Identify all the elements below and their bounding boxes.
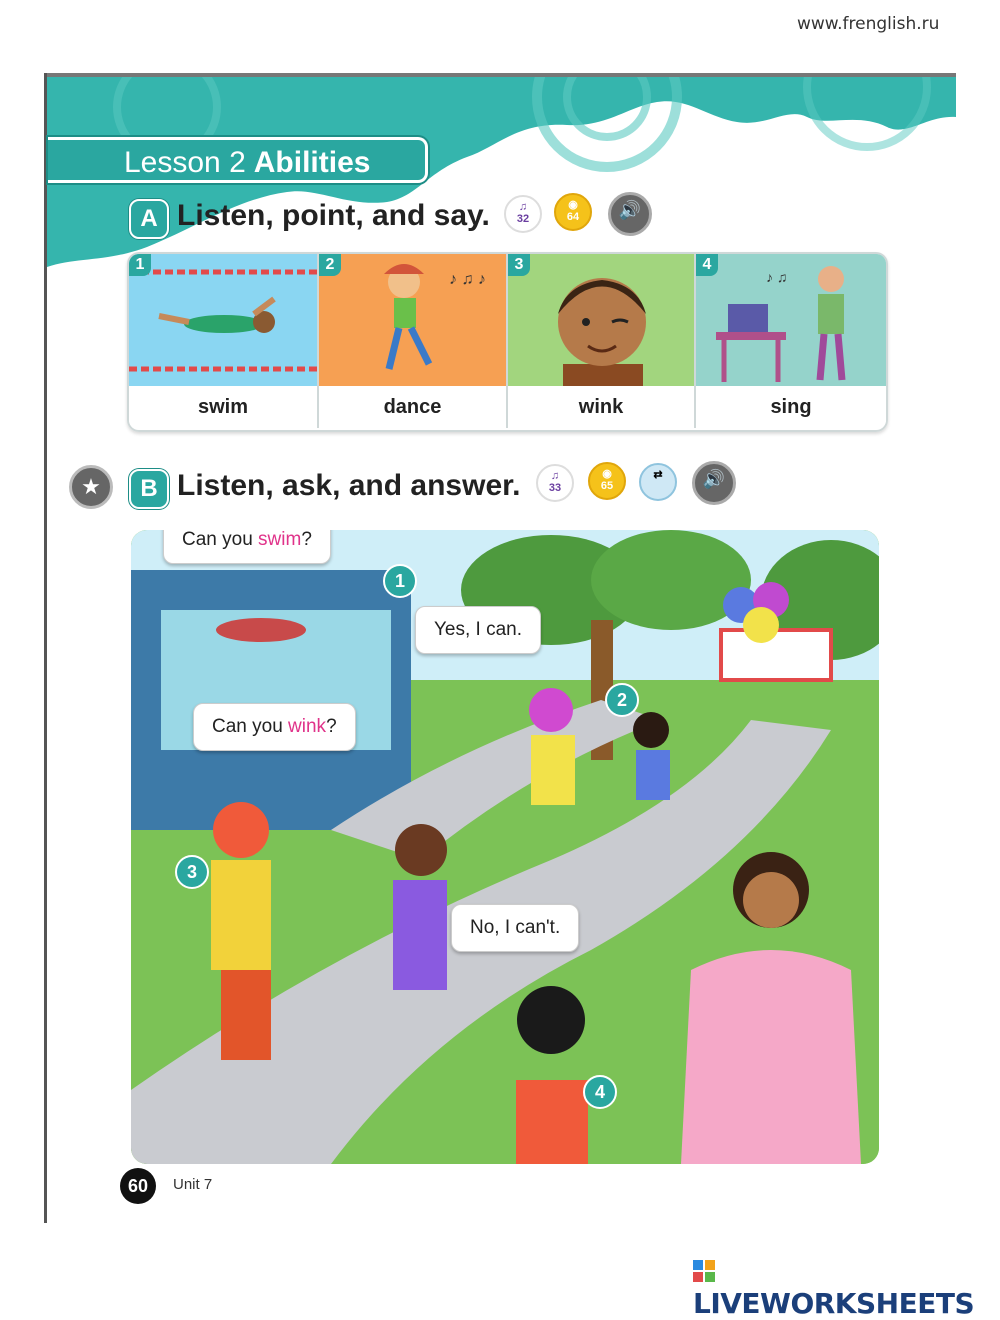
speech-bubble-a1: Yes, I can. — [415, 606, 541, 654]
liveworksheets-mark-icon — [693, 1260, 715, 1282]
star-icon[interactable]: ★ — [69, 465, 113, 509]
bubble-text: ? — [326, 716, 337, 737]
site-url[interactable]: www.frenglish.ru — [797, 14, 940, 34]
unit-label: Unit 7 — [173, 1176, 213, 1193]
card-label: swim — [197, 396, 249, 418]
page-frame-top — [44, 73, 956, 77]
section-b-title: Listen, ask, and answer. — [177, 469, 521, 502]
bubble-text: Can you — [212, 716, 289, 737]
lesson-title-tab — [48, 137, 428, 183]
scene-number-1: 1 — [383, 564, 417, 598]
scene-number-3: 3 — [175, 855, 209, 889]
speech-bubble-q1 — [163, 530, 331, 564]
chat-icon[interactable]: ⇄ — [639, 463, 677, 501]
audio-cd-icon[interactable]: ◉ 64 — [554, 193, 592, 231]
page-number: 60 — [120, 1168, 156, 1204]
bubble-text: Can you — [182, 530, 259, 550]
card-label: sing — [770, 396, 812, 418]
lesson-title: Abilities — [253, 146, 371, 179]
card-number: 4 — [696, 254, 718, 276]
lesson-prefix: Lesson 2 — [124, 146, 246, 179]
audio-cd-icon[interactable]: ◉ 65 — [588, 462, 626, 500]
logo-text: LIVEWORKSHEETS — [693, 1287, 975, 1320]
scene-number-4: 4 — [583, 1075, 617, 1109]
scene-number-2: 2 — [605, 683, 639, 717]
section-b-badge: B — [129, 469, 169, 509]
sing-image — [696, 254, 886, 386]
section-a-title: Listen, point, and say. — [177, 199, 490, 232]
svg-text:♪ ♫ ♪: ♪ ♫ ♪ — [449, 271, 486, 288]
swim-image — [129, 254, 317, 386]
card-dance[interactable] — [319, 254, 508, 428]
page-frame-left — [44, 73, 47, 1223]
bubble-text: ? — [301, 530, 312, 550]
audio-track-icon[interactable]: ♫ 33 — [536, 464, 574, 502]
card-sing[interactable] — [696, 254, 886, 428]
park-scene — [131, 530, 879, 1164]
section-a-badge: A — [129, 199, 169, 239]
svg-text:♪ ♫: ♪ ♫ — [766, 269, 788, 285]
liveworksheets-logo[interactable] — [693, 1254, 1000, 1320]
bubble-highlight: wink — [288, 716, 327, 737]
card-wink[interactable] — [508, 254, 696, 428]
audio-track-icon[interactable]: ♫ 32 — [504, 195, 542, 233]
speech-bubble-a2: No, I can't. — [451, 904, 579, 952]
speech-bubble-q2 — [193, 703, 356, 751]
speaker-icon[interactable]: 🔊 — [608, 192, 652, 236]
bubble-highlight: swim — [258, 530, 302, 550]
vocabulary-cards — [127, 252, 888, 432]
card-swim[interactable] — [129, 254, 319, 428]
wink-image — [508, 254, 694, 386]
card-label: wink — [578, 396, 624, 418]
card-number: 1 — [129, 254, 151, 276]
dance-image — [319, 254, 506, 386]
card-number: 2 — [319, 254, 341, 276]
card-label: dance — [383, 396, 442, 418]
card-number: 3 — [508, 254, 530, 276]
speaker-icon[interactable]: 🔊 — [692, 461, 736, 505]
